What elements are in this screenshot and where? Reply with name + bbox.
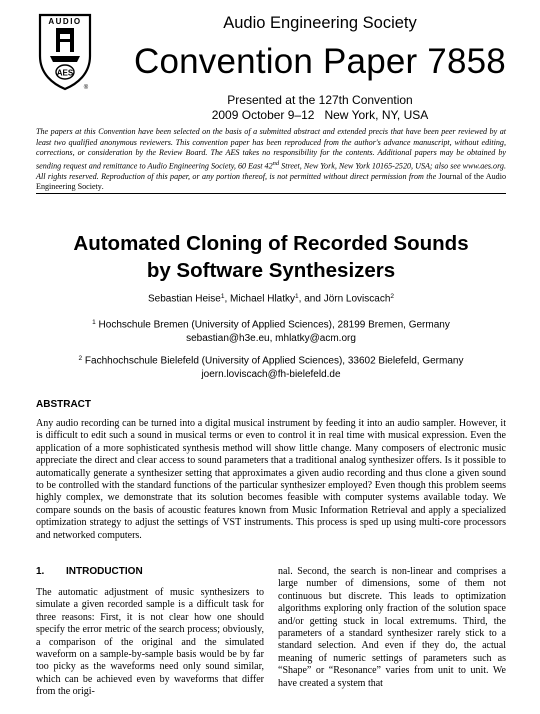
introduction-right-column: nal. Second, the search is non-linear and comprises a large number of dimensions, some of them not continuous but discrete. This leads to optimization algorithms exploring only fraction of the solution space and/or getting stuck in local extremums. Third, the parameters of a standard synthesizer rarely stick to a standard selection. And even if they do, the actual meaning of numeric settings of parameters such as “Shape” or “Resonance” varies from unit to unit. We have created a system that <box>278 566 506 689</box>
author-separator: , and <box>298 293 324 305</box>
disclaimer-part-2: Street, New York, New York 10165-2520, USA; also see www.aes.org. All rights reserved. Reproduction of this paper, or any portion thereof, is not permitted without direct permission from the <box>36 161 506 181</box>
header-divider <box>36 193 506 194</box>
section-heading-introduction <box>36 566 143 577</box>
abstract-text: Any audio recording can be turned into a digital musical instrument by feeding it into an audio sampler. However, it is difficult to edit such a sound in musical terms or even to control it in real time with musical expression. Even the application of a more sophisticated synthesis method will show little change. Many composers of electronic music appreciate the direct and clear access to sound parameters that a traditional analog synthesizer offers. Is it possible to automatically generate a synthesizer setting that approximates a given audio recording and thus clone a given sound to be controlled with the standard functions of the particular synthesizer employed? Even though this problem seems highly complex, we demonstrate that its solution becomes feasible with computer systems available today. We compare sounds on the basis of acoustic features known from Music Information Retrieval and apply a specialized optimization strategy to adjust the settings of VST instruments. This process is sped up using multi-core processors and networked computers. <box>36 418 506 541</box>
section-title: INTRODUCTION <box>66 566 143 577</box>
affiliation-institution: Fachhochschule Bielefeld (University of Applied Sciences), 33602 Bielefeld, Germany <box>82 355 464 367</box>
author-separator: , <box>224 293 230 305</box>
disclaimer-superscript: nd <box>272 159 280 167</box>
paper-title <box>36 230 506 284</box>
introduction-left-column: The automatic adjustment of music synthesizers to simulate a given recorded sample is a difficult task for three reasons: First, it is not clear how one should specify the error metric of the search process; obviously, a comparison of the original and the simulated waveform on a sample-by-sample basis would be by far too picky as the waveforms need only sound similar, which can be achieved even by waveforms that differ from the origi- <box>36 587 264 698</box>
paper-title-line-2: by Software Synthesizers <box>146 259 396 282</box>
author-name: Sebastian Heise <box>147 293 221 305</box>
author-name: Michael Hlatky <box>230 293 296 305</box>
disclaimer-end: . <box>101 182 104 192</box>
logo-top-text: AUDIO <box>48 17 82 26</box>
presented-line-1: Presented at the 127th Convention <box>227 93 413 107</box>
section-number: 1. <box>36 566 45 577</box>
author-list <box>36 293 506 305</box>
journal-name: Journal of the Audio Engineering Society <box>36 171 506 192</box>
organization-name: Audio Engineering Society <box>223 14 417 32</box>
affiliation-emails: joern.loviscach@fh-bielefeld.de <box>201 368 341 380</box>
affiliation-1 <box>36 316 506 345</box>
author-affiliation-mark: 1 <box>220 293 225 300</box>
affiliation-mark: 1 <box>92 319 96 326</box>
affiliation-2 <box>36 352 506 381</box>
author-affiliation-mark: 1 <box>295 293 299 300</box>
author-affiliation-mark: 2 <box>390 293 395 300</box>
presented-info <box>140 93 500 123</box>
aes-logo-icon <box>36 12 94 92</box>
paper-number-title: Convention Paper 7858 <box>134 42 506 81</box>
affiliation-emails: sebastian@h3e.eu, mhlatky@acm.org <box>186 332 356 344</box>
disclaimer-text <box>36 127 506 193</box>
presented-line-2: 2009 October 9–12 New York, NY, USA <box>211 108 429 122</box>
disclaimer-part-1: The papers at this Convention have been selected on the basis of a submitted abstract and extended precis that have been peer reviewed by at least two qualified anonymous reviewers. This convention paper has been reproduced from the author's advance manuscript, without editing, corrections, or consideration by the Review Board. The AES takes no responsibility for the contents. Additional papers may be obtained by sending request and remittance to Audio Engineering Society, 60 East 42 <box>36 127 506 171</box>
abstract-heading: ABSTRACT <box>36 399 91 410</box>
author-name: Jörn Loviscach <box>323 293 391 305</box>
affiliation-institution: Hochschule Bremen (University of Applied Sciences), 28199 Bremen, Germany <box>95 319 450 331</box>
affiliation-mark: 2 <box>78 355 83 362</box>
registered-mark: ® <box>83 85 89 91</box>
logo-bottom-text: AES <box>56 68 74 78</box>
paper-title-line-1: Automated Cloning of Recorded Sounds <box>73 232 469 255</box>
